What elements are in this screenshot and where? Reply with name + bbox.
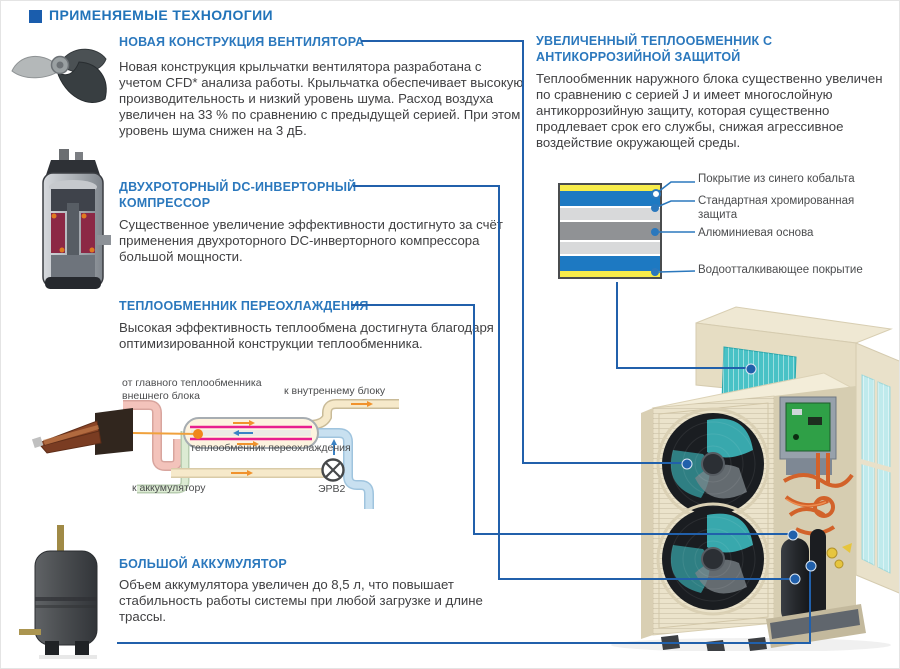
copper-pipe-image [32,408,133,455]
compressor-image [37,147,111,295]
diagram-label-to-indoor: к внутреннему блоку [284,385,386,397]
outdoor-unit-image [556,301,900,651]
page-title: ПРИМЕНЯЕМЫЕ ТЕХНОЛОГИИ [49,7,274,23]
layer-label-hydrophobic: Водоотталкивающее покрытие [698,264,863,276]
diagram-label-to-accumulator: к аккумулятору [132,482,206,494]
section-title-accumulator: БОЛЬШОЙ АККУМУЛЯТОР [119,557,287,571]
compressor-cylinder [781,538,809,624]
eev-valve-icon [323,460,344,481]
layer-blue-top [560,191,660,206]
section-body-coating: Теплообменник наружного блока существенно увеличен по сравнению с серией J и имеет многослойную антикоррозийную защиту, которая существенно продлевает срок его службы, снижая агрессивное воздействие окружающей среды. [536,71,883,150]
section-title-compressor: ДВУХРОТОРНЫЙ DC-ИНВЕРТОРНЫЙ КОМПРЕССОР [119,180,357,210]
layer-hydro-bottom [560,271,660,277]
accumulator-image [19,525,115,665]
diagram-label-subcooler: теплообменник переохлаждения [190,442,351,454]
diagram-label-from-main-hx: от главного теплообменника внешнего блока [122,377,262,402]
layer-chrome-top [560,208,660,220]
layer-label-cobalt: Покрытие из синего кобальта [698,173,855,185]
section-body-fan: Новая конструкция крыльчатки вентилятора разработана с учетом CFD* анализа работы. Крыльчатка обеспечивает высокую производительность и низкий уровень шума. Расход воздуха увеличен на 33 % по сравнению с предыдущей серией. При этом уровень шума снижен на 3 дБ. [119,59,524,138]
front-unit [641,373,866,651]
layer-blue-bottom [560,256,660,271]
layer-label-aluminium: Алюминиевая основа [698,227,814,239]
section-title-subcooler: ТЕПЛООБМЕННИК ПЕРЕОХЛАЖДЕНИЯ [119,299,369,313]
section-body-accumulator: Объем аккумулятора увеличен до 8,5 л, что повышает стабильность работы системы при любой загрузке и длине трассы. [119,577,483,624]
coating-layers-diagram [558,183,662,279]
accumulator-cylinder [810,529,826,621]
section-title-coating: УВЕЛИЧЕННЫЙ ТЕПЛООБМЕННИК С АНТИКОРРОЗИЙНОЙ ЗАЩИТОЙ [536,34,773,64]
lower-fan [658,504,768,614]
layer-chrome-bottom [560,242,660,254]
orange-pointer-dot [193,429,203,439]
section-title-fan: НОВАЯ КОНСТРУКЦИЯ ВЕНТИЛЯТОРА [119,35,365,49]
internal-components [766,386,866,648]
fan-propeller-image [7,39,111,113]
layer-aluminium-core [560,222,660,240]
header-bullet-square [29,10,42,23]
layer-label-chrome: Стандартная хромированная защита [698,195,855,221]
section-body-compressor: Существенное увеличение эффективности достигнуто за счёт применения двухроторного DC-инверторного компрессора большой мощности. [119,217,503,264]
diagram-label-valve: ЭРВ2 [318,483,346,495]
section-body-subcooler: Высокая эффективность теплообмена достигнута благодаря оптимизированной конструкции теплообменника. [119,320,494,351]
